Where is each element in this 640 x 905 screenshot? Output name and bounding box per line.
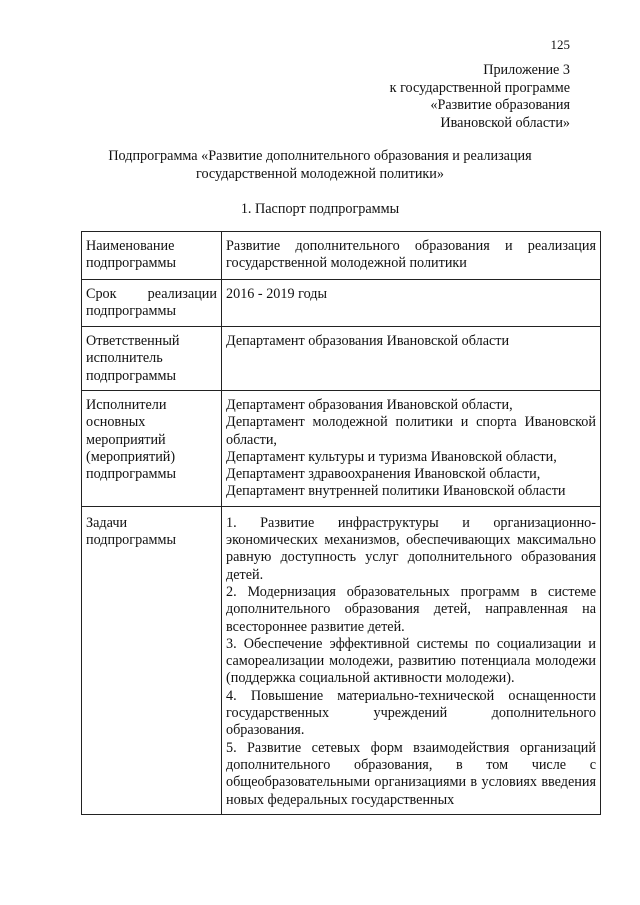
row-label: Ответственный исполнитель подпрограммы xyxy=(82,327,222,391)
table-row xyxy=(82,506,601,814)
row-label-part: Срок реализации xyxy=(86,286,217,302)
row-label: Исполнители основных мероприятий (мероприятий) подпрограммы xyxy=(82,391,222,507)
table-row xyxy=(82,327,601,391)
subprogram-title-line: Подпрограмма «Развитие дополнительного образования и реализация xyxy=(108,148,532,164)
subprogram-title xyxy=(75,148,565,183)
passport-table xyxy=(81,231,601,815)
executor-line: Департамент образования Ивановской области, xyxy=(226,397,513,413)
row-value: 2016 - 2019 годы xyxy=(222,280,601,327)
executor-line: Департамент культуры и туризма Ивановской области, xyxy=(226,448,557,465)
appendix-header xyxy=(270,62,570,132)
row-value: Департамент образования Ивановской области xyxy=(222,327,601,391)
row-label-part: подпрограммы xyxy=(86,303,176,320)
task-item: 5. Развитие сетевых форм взаимодействия организаций дополнительного образования, в том числе с общеобразовательными организациями в условиях введения новых федеральных государственных xyxy=(226,739,596,808)
executor-line: Департамент здравоохранения Ивановской области, xyxy=(226,466,541,483)
executor-line: Департамент молодежной политики и спорта Ивановской области, xyxy=(226,414,596,448)
subprogram-title-line: государственной молодежной политики» xyxy=(196,165,444,182)
row-value: Развитие дополнительного образования и реализация государственной молодежной политики xyxy=(222,232,601,280)
appendix-line: Приложение 3 xyxy=(483,62,570,78)
task-item: 2. Модернизация образовательных программ в системе дополнительного образования детей, направленная на всестороннее развитие детей. xyxy=(226,583,596,635)
appendix-line: «Развитие образования xyxy=(430,97,570,114)
table-row xyxy=(82,232,601,280)
task-item: 4. Повышение материально-технической оснащенности государственных учреждений дополнительного образования. xyxy=(226,687,596,739)
table-row xyxy=(82,280,601,327)
row-label xyxy=(82,280,222,327)
table-row xyxy=(82,391,601,507)
task-item: 1. Развитие инфраструктуры и организационно-экономических механизмов, обеспечивающих максимально равную доступность услуг дополнительного образования детей. xyxy=(226,514,596,583)
task-item: 3. Обеспечение эффективной системы по социализации и самореализации молодежи, развитию потенциала молодежи (поддержка социальной активности молодежи). xyxy=(226,635,596,687)
appendix-line: Ивановской области» xyxy=(440,114,570,131)
executor-line: Департамент внутренней политики Ивановской области xyxy=(226,483,566,500)
row-label: Задачи подпрограммы xyxy=(82,506,222,814)
appendix-line: к государственной программе xyxy=(389,79,570,96)
page-number: 125 xyxy=(550,37,570,52)
row-value xyxy=(222,391,601,507)
row-value xyxy=(222,506,601,814)
row-label: Наименование подпрограммы xyxy=(82,232,222,280)
section-title: 1. Паспорт подпрограммы xyxy=(240,201,400,217)
